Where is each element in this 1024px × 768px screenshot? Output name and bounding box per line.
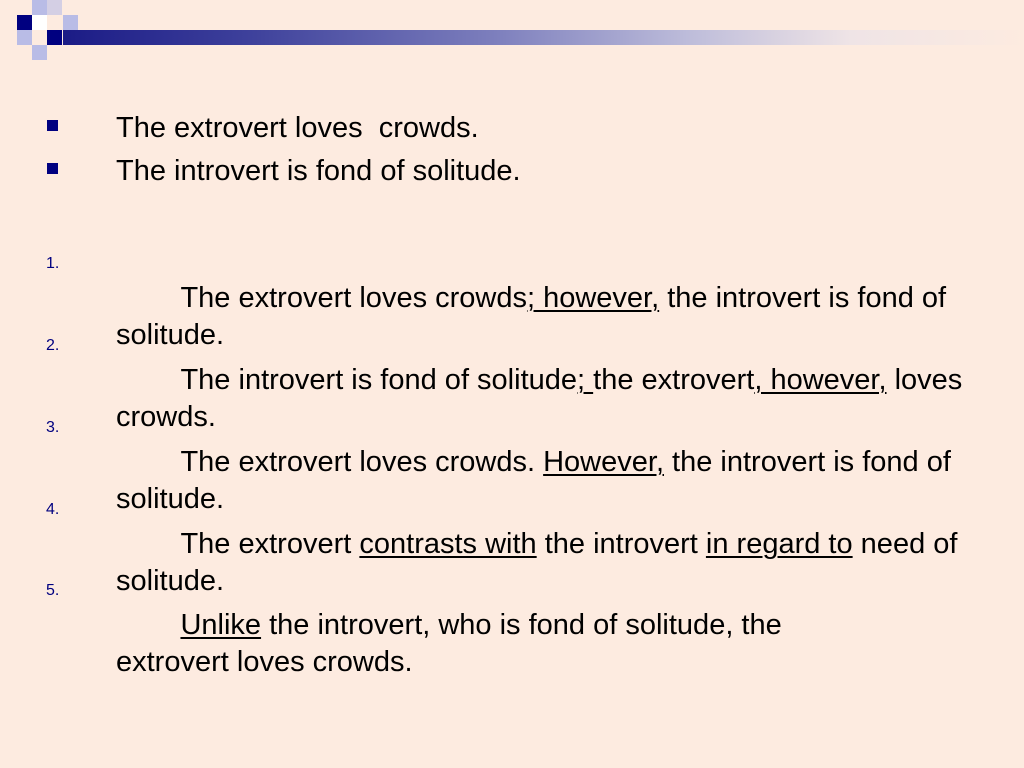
text-run: The extrovert [180,528,360,560]
underlined-connector: However, [543,446,664,478]
text-run: the extrovert [593,364,755,396]
underlined-connector: ; [577,364,594,396]
square-bullet-icon [47,120,58,131]
square-bullet-icon [47,163,58,174]
bullet-text: The introvert is fond of solitude. [116,155,521,187]
underlined-connector: Unlike [180,609,262,641]
underlined-connector: contrasts with [359,528,537,560]
list-number: 1. [46,255,60,272]
underlined-connector: ; however, [526,282,660,314]
numbered-text [116,570,836,718]
text-run: the introvert [536,528,706,560]
list-number: 3. [46,419,60,436]
text-run: The introvert is fond of solitude [180,364,578,396]
list-number: 5. [46,582,60,599]
text-run: The extrovert loves crowds. [180,446,544,478]
list-number: 2. [46,337,60,354]
underlined-connector: in regard to [705,528,853,560]
text-run: the introvert, who is fond of solitude, the extrovert loves crowds. [116,609,790,678]
underlined-connector: , however, [754,364,887,396]
text-run: the introvert is fond of solitude. [116,282,955,351]
text-run: The extrovert loves crowds [180,282,527,314]
text-run: need of solitude. [116,528,966,597]
text-run: the introvert is fond of solitude. [116,446,959,515]
bullet-text: The extrovert loves crowds. [116,112,479,144]
text-run: loves crowds. [116,364,971,433]
list-number: 4. [46,501,60,518]
